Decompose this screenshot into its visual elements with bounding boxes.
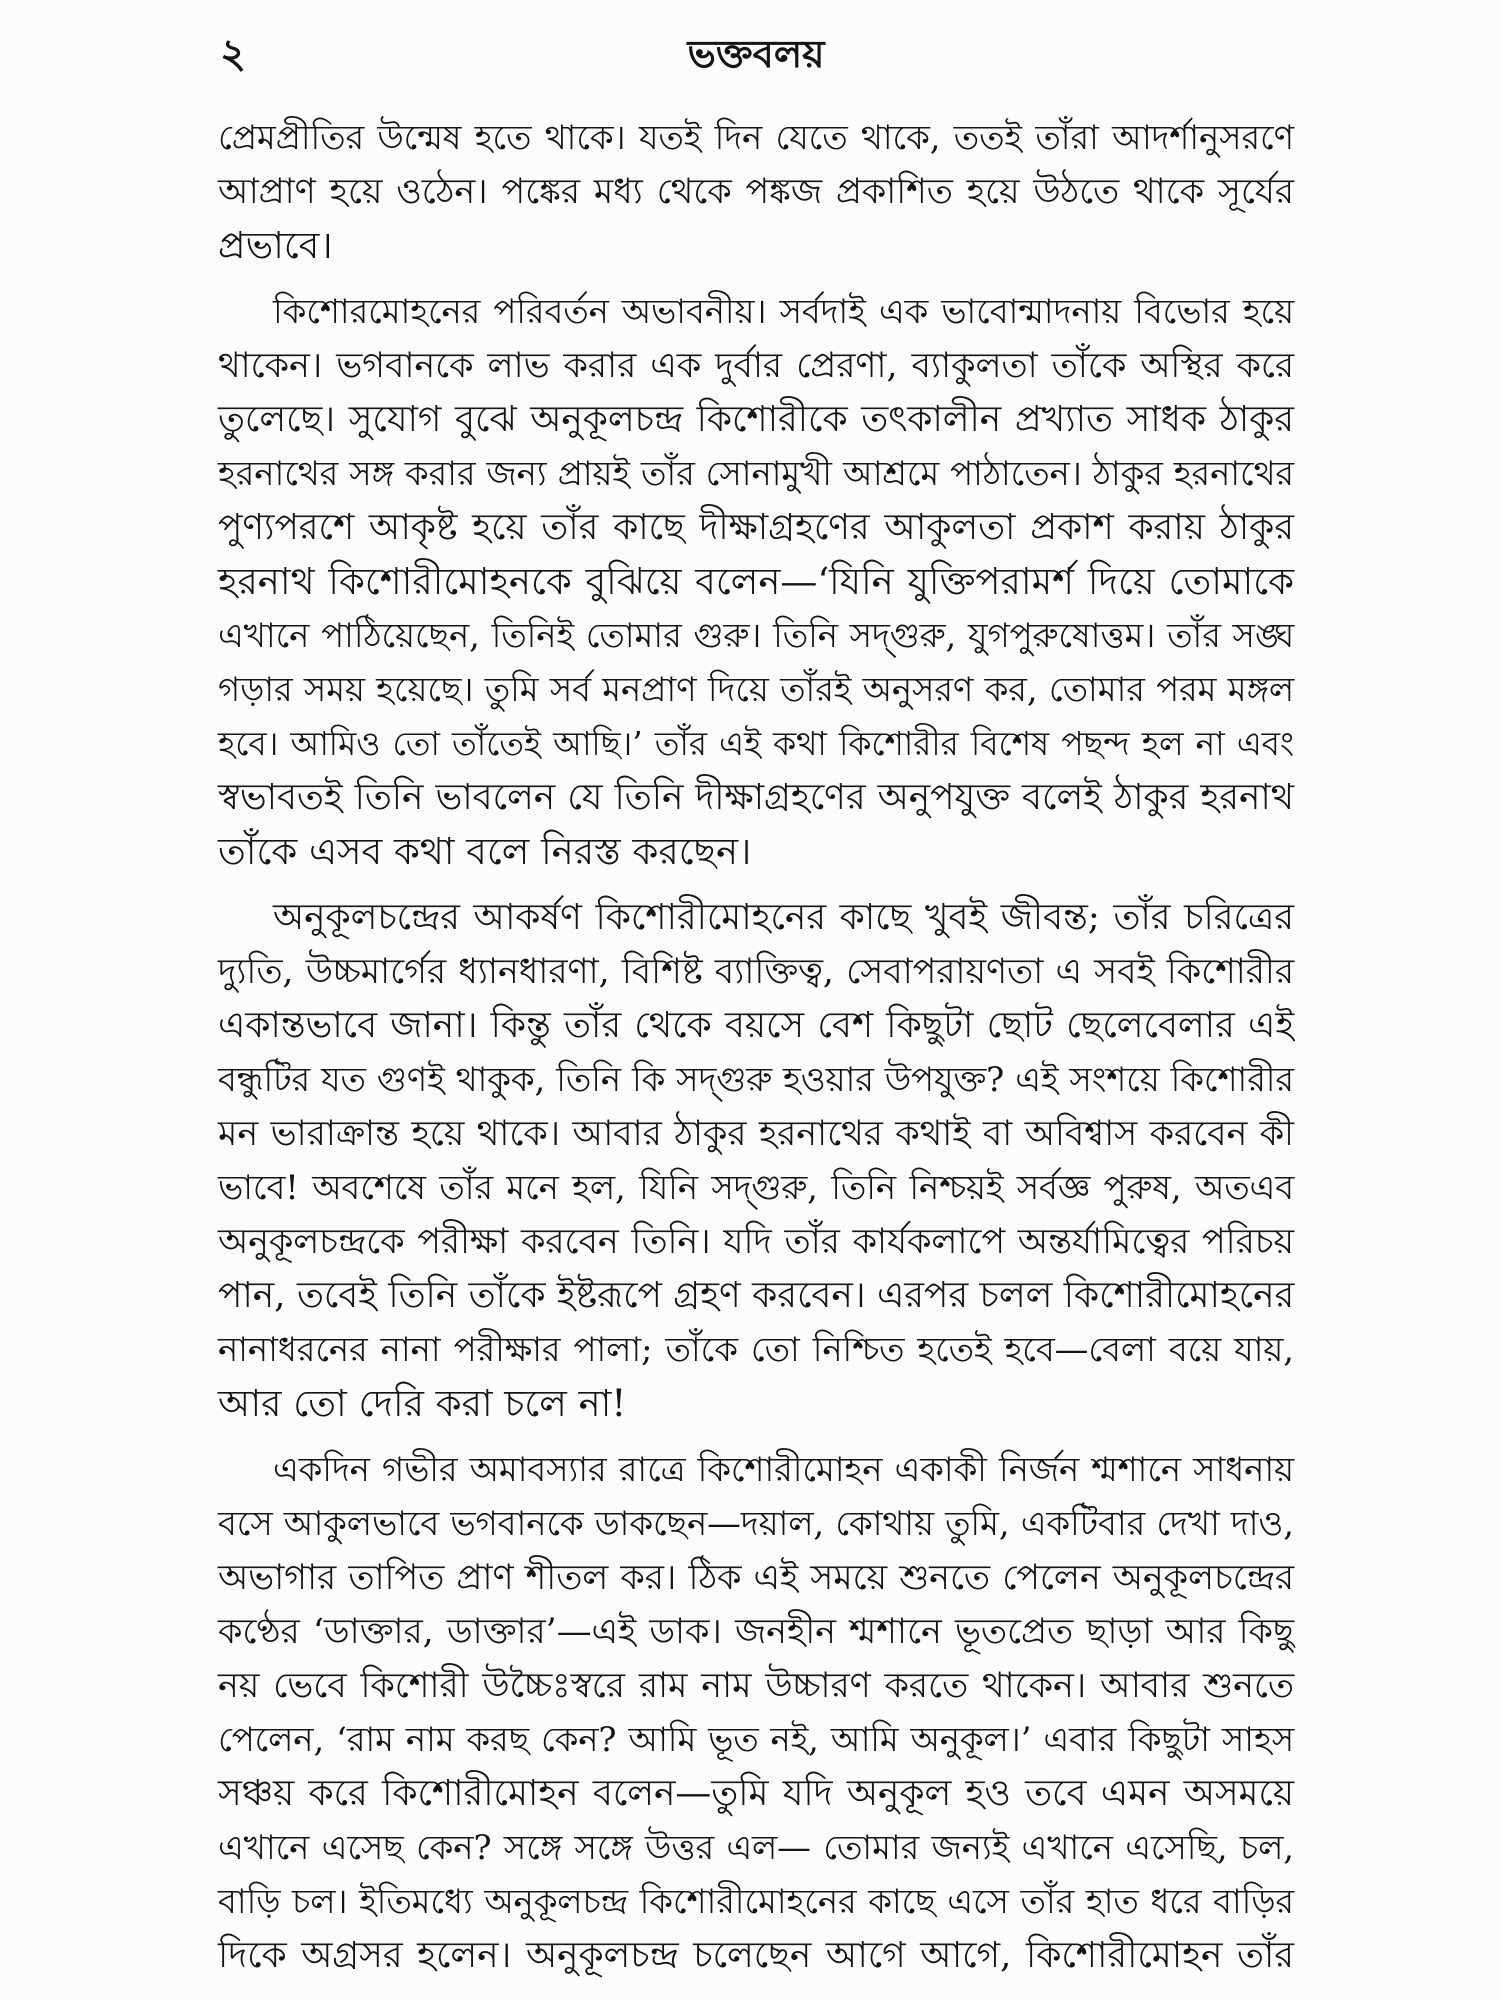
text-line: সঞ্চয় করে কিশোরীমোহন বলেন—তুমি যদি অনুকূল হও তবে এমন অসময়ে [218, 1773, 1294, 1814]
text-line: হরনাথ কিশোরীমোহনকে বুঝিয়ে বলেন—‘যিনি যুক্তিপরামর্শ দিয়ে তোমাকে [218, 560, 1294, 603]
text-line: বসে আকুলভাবে ভগবানকে ডাকছেন—দয়াল, কোথায় তুমি, একটিবার দেখা দাও, [218, 1504, 1294, 1543]
text-line: অনুকূলচন্দ্রের আকর্ষণ কিশোরীমোহনের কাছে খুবই জীবন্ত; তাঁর চরিত্রের [273, 897, 1294, 938]
text-line: আর তো দেরি করা চলে না! [218, 1382, 627, 1425]
text-line: ভাবে! অবশেষে তাঁর মনে হল, যিনি সদ্‌গুরু, তিনি নিশ্চয়ই সর্বজ্ঞ পুরুষ, অতএব [218, 1168, 1294, 1207]
text-line: দ্যুতি, উচ্চমার্গের ধ্যানধারণা, বিশিষ্ট ব্যাক্তিত্ব, সেবাপরায়ণতা এ সবই কিশোরীর [218, 952, 1294, 992]
text-line: কণ্ঠের ‘ডাক্তার, ডাক্তার’—এই ডাক। জনহীন শ্মশানে ভূতপ্রেত ছাড়া আর কিছু [218, 1612, 1294, 1652]
text-line: তাঁকে এসব কথা বলে নিরস্ত করছেন। [218, 830, 752, 873]
text-line: দিকে অগ্রসর হলেন। অনুকূলচন্দ্র চলেছেন আগে আগে, কিশোরীমোহন তাঁর [218, 1935, 1294, 1976]
paragraph [218, 891, 1294, 1431]
paragraph [218, 285, 1294, 879]
text-line: নয় ভেবে কিশোরী উচ্চৈঃস্বরে রাম নাম উচ্চারণ করতে থাকেন। আবার শুনতে [218, 1666, 1294, 1706]
text-line: তুলেছে। সুযোগ বুঝে অনুকূলচন্দ্র কিশোরীকে তৎকালীন প্রখ্যাত সাধক ঠাকুর [218, 399, 1294, 440]
text-line: গড়ার সময় হয়েছে। তুমি সর্ব মনপ্রাণ দিয়ে তাঁরই অনুসরণ কর, তোমার পরম মঙ্গল [218, 670, 1294, 709]
body-text [218, 111, 1294, 1983]
running-header [218, 28, 1294, 80]
text-line: একদিন গভীর অমাবস্যার রাত্রে কিশোরীমোহন একাকী নির্জন শ্মশানে সাধনায় [273, 1450, 1294, 1489]
text-line: অনুকূলচন্দ্রকে পরীক্ষা করবেন তিনি। যদি তাঁর কার্যকলাপে অন্তর্যামিত্বের পরিচয় [218, 1222, 1294, 1262]
text-line: এখানে পাঠিয়েছেন, তিনিই তোমার গুরু। তিনি সদ্‌গুরু, যুগপুরুষোত্তম। তাঁর সঙ্ঘ [218, 616, 1294, 655]
text-line: হবে। আমিও তো তাঁতেই আছি।’ তাঁর এই কথা কিশোরীর বিশেষ পছন্দ হল না এবং [218, 725, 1294, 763]
text-line: বাড়ি চল। ইতিমধ্যে অনুকূলচন্দ্র কিশোরীমোহনের কাছে এসে তাঁর হাত ধরে বাড়ির [218, 1882, 1294, 1921]
page-number: ২ [220, 30, 247, 77]
text-line: স্বভাবতই তিনি ভাবলেন যে তিনি দীক্ষাগ্রহণের অনুপযুক্ত বলেই ঠাকুর হরনাথ [218, 777, 1294, 818]
paragraph [218, 1443, 1294, 1983]
text-line: প্রেমপ্রীতির উন্মেষ হতে থাকে। যতই দিন যেতে থাকে, ততই তাঁরা আদর্শানুসরণে [218, 118, 1294, 157]
paragraph [218, 111, 1294, 273]
text-line: বন্ধুটির যত গুণই থাকুক, তিনি কি সদ্‌গুরু হওয়ার উপযুক্ত? এই সংশয়ে কিশোরীর [218, 1060, 1294, 1099]
text-line: পুণ্যপরশে আকৃষ্ট হয়ে তাঁর কাছে দীক্ষাগ্রহণের আকুলতা প্রকাশ করায় ঠাকুর [218, 507, 1294, 548]
text-line: মন ভারাক্রান্ত হয়ে থাকে। আবার ঠাকুর হরনাথের কথাই বা অবিশ্বাস করবেন কী [218, 1114, 1294, 1154]
text-line: এখানে এসেছ কেন? সঙ্গে সঙ্গে উত্তর এল— তোমার জন্যই এখানে এসেছি, চল, [218, 1828, 1294, 1867]
text-line: পেলেন, ‘রাম নাম করছ কেন? আমি ভূত নই, আমি অনুকূল।’ এবার কিছুটা সাহস [218, 1720, 1294, 1759]
text-line: অভাগার তাপিত প্রাণ শীতল কর। ঠিক এই সময়ে শুনতে পেলেন অনুকূলচন্দ্রের [218, 1558, 1294, 1598]
text-line: একান্তভাবে জানা। কিন্তু তাঁর থেকে বয়সে বেশ কিছুটা ছোট ছেলেবেলার এই [218, 1005, 1294, 1046]
text-line: থাকেন। ভগবানকে লাভ করার এক দুর্বার প্রেরণা, ব্যাকুলতা তাঁকে অস্থির করে [218, 346, 1294, 386]
text-line: প্রভাবে। [218, 224, 333, 267]
text-line: হরনাথের সঙ্গ করার জন্য প্রায়ই তাঁর সোনামুখী আশ্রমে পাঠাতেন। ঠাকুর হরনাথের [218, 454, 1294, 493]
text-line: পান, তবেই তিনি তাঁকে ইষ্টরূপে গ্রহণ করবেন। এরপর চলল কিশোরীমোহনের [218, 1275, 1295, 1316]
text-line: আপ্রাণ হয়ে ওঠেন। পঙ্কের মধ্য থেকে পঙ্কজ প্রকাশিত হয়ে উঠতে থাকে সূর্যের [218, 172, 1294, 212]
text-line: নানাধরনের নানা পরীক্ষার পালা; তাঁকে তো নিশ্চিত হতেই হবে—বেলা বয়ে যায়, [218, 1330, 1294, 1369]
text-line: কিশোরমোহনের পরিবর্তন অভাবনীয়। সর্বদাই এক ভাবোন্মাদনায় বিভোর হয়ে [273, 292, 1294, 331]
running-title: ভক্তবলয় [687, 31, 825, 76]
